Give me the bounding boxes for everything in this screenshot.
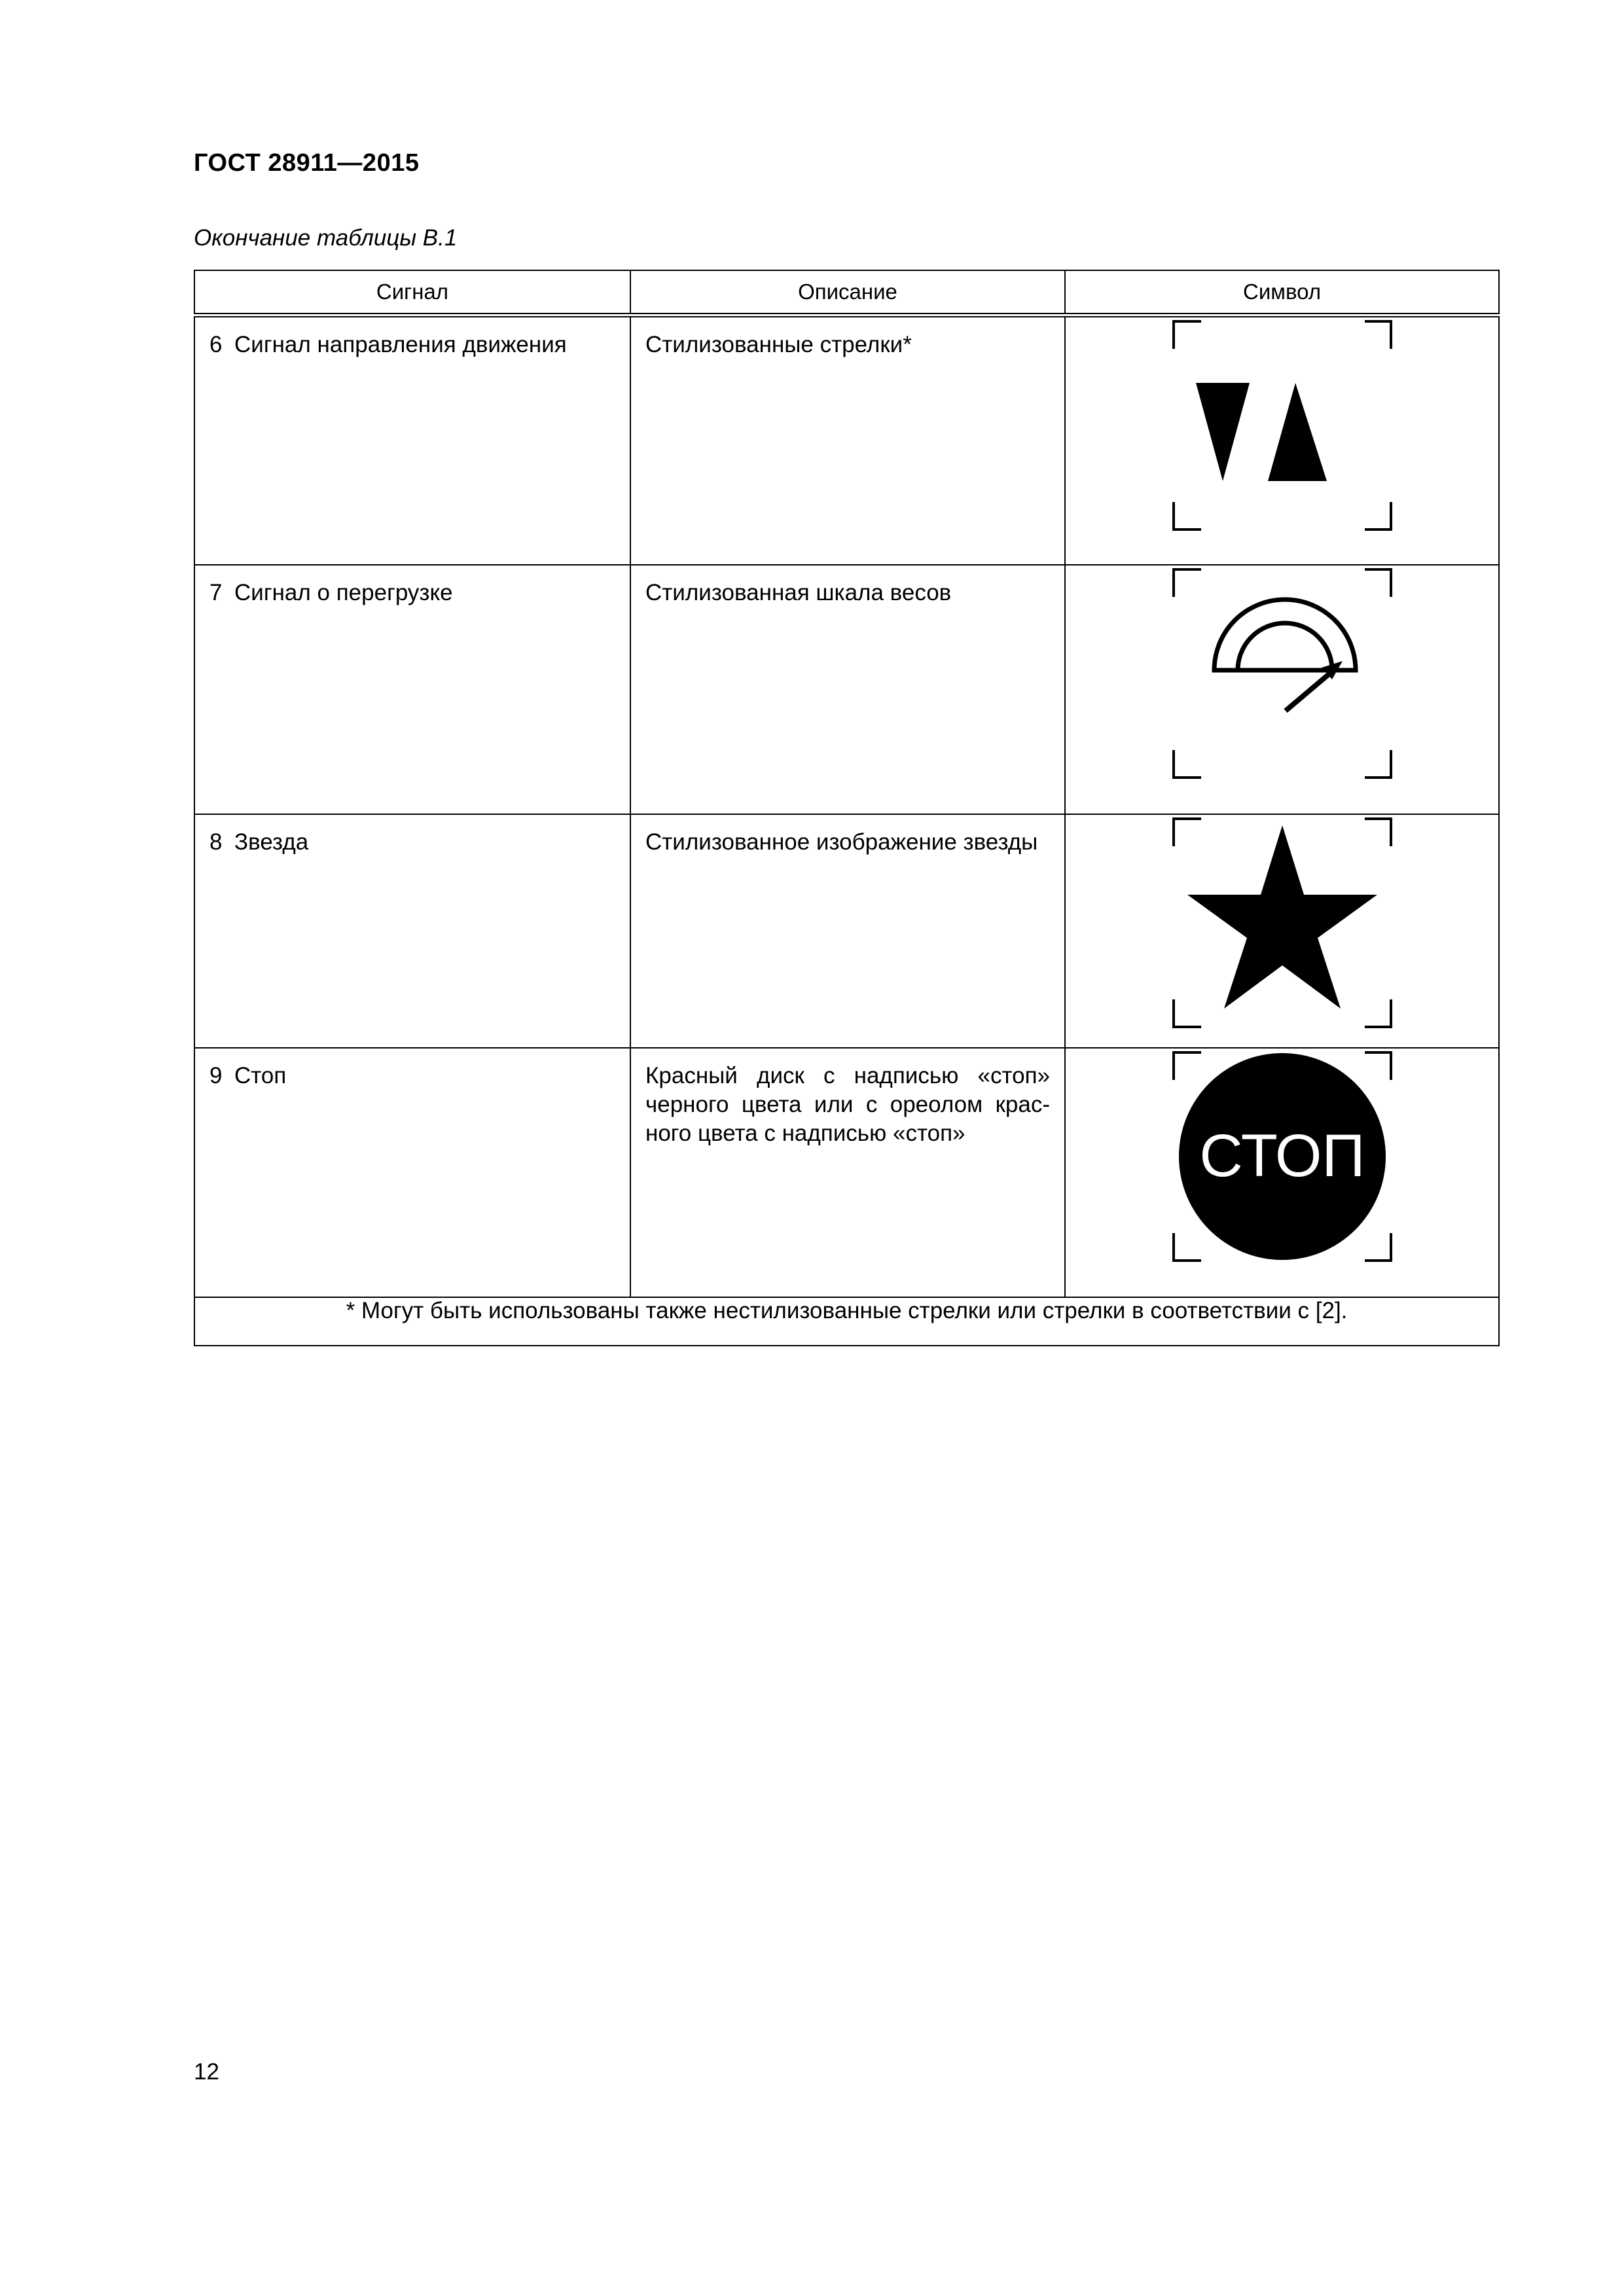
row-number: 6: [209, 332, 223, 357]
table-row: [194, 315, 1499, 565]
signal-cell: [194, 565, 630, 814]
signal-name: Сигнал о перегрузке: [234, 579, 453, 605]
stop-disc-icon: [1171, 1049, 1394, 1265]
star-icon: [1171, 815, 1394, 1031]
table-header-row: [194, 270, 1499, 315]
dial-needle: [1286, 672, 1332, 711]
column-header-description: Описание: [630, 270, 1065, 315]
up-arrow-icon: [1268, 383, 1327, 481]
description-cell: [630, 1048, 1065, 1297]
signal-description: Стилизованное изображение звезды: [645, 829, 1038, 855]
table-row: [194, 1048, 1499, 1297]
description-cell: [630, 565, 1065, 814]
signal-name: Стоп: [234, 1062, 287, 1088]
scale-dial-icon: [1171, 565, 1394, 781]
symbol-cell: [1065, 814, 1499, 1048]
document-title: ГОСТ 28911—2015: [194, 149, 420, 177]
signal-description: Красный диск с надписью «стоп» черного цвета или с ореолом крас-ного цвета с надписью «стоп»: [645, 1062, 1050, 1146]
symbol-cell: [1065, 315, 1499, 565]
footnote-row: [194, 1297, 1499, 1346]
down-arrow-icon: [1196, 383, 1250, 481]
direction-arrows-icon: [1171, 317, 1394, 533]
row-number: 7: [209, 579, 223, 605]
signal-description: Стилизованная шкала весов: [645, 579, 952, 605]
dial-arc-outline: [1214, 600, 1356, 670]
column-header-signal: Сигнал: [194, 270, 630, 315]
table-footnote: * Могут быть использованы также нестилизованные стрелки или стрелки в соответствии с [2].: [194, 1297, 1499, 1346]
description-cell: [630, 315, 1065, 565]
column-header-symbol: Символ: [1065, 270, 1499, 315]
signal-description: Стилизованные стрелки*: [645, 332, 912, 357]
description-cell: [630, 814, 1065, 1048]
signal-cell: [194, 315, 630, 565]
page-number: 12: [194, 2059, 219, 2085]
signal-name: Сигнал направления движения: [234, 332, 567, 357]
signal-name: Звезда: [234, 829, 309, 855]
signals-table: [194, 270, 1500, 1346]
signal-cell: [194, 814, 630, 1048]
row-number: 8: [209, 829, 223, 855]
symbol-cell: [1065, 1048, 1499, 1297]
stop-label: СТОП: [1199, 1122, 1365, 1189]
row-number: 9: [209, 1062, 223, 1088]
table-row: [194, 814, 1499, 1048]
signal-cell: [194, 1048, 630, 1297]
table-row: [194, 565, 1499, 814]
symbol-cell: [1065, 565, 1499, 814]
table-caption: Окончание таблицы В.1: [194, 225, 458, 251]
